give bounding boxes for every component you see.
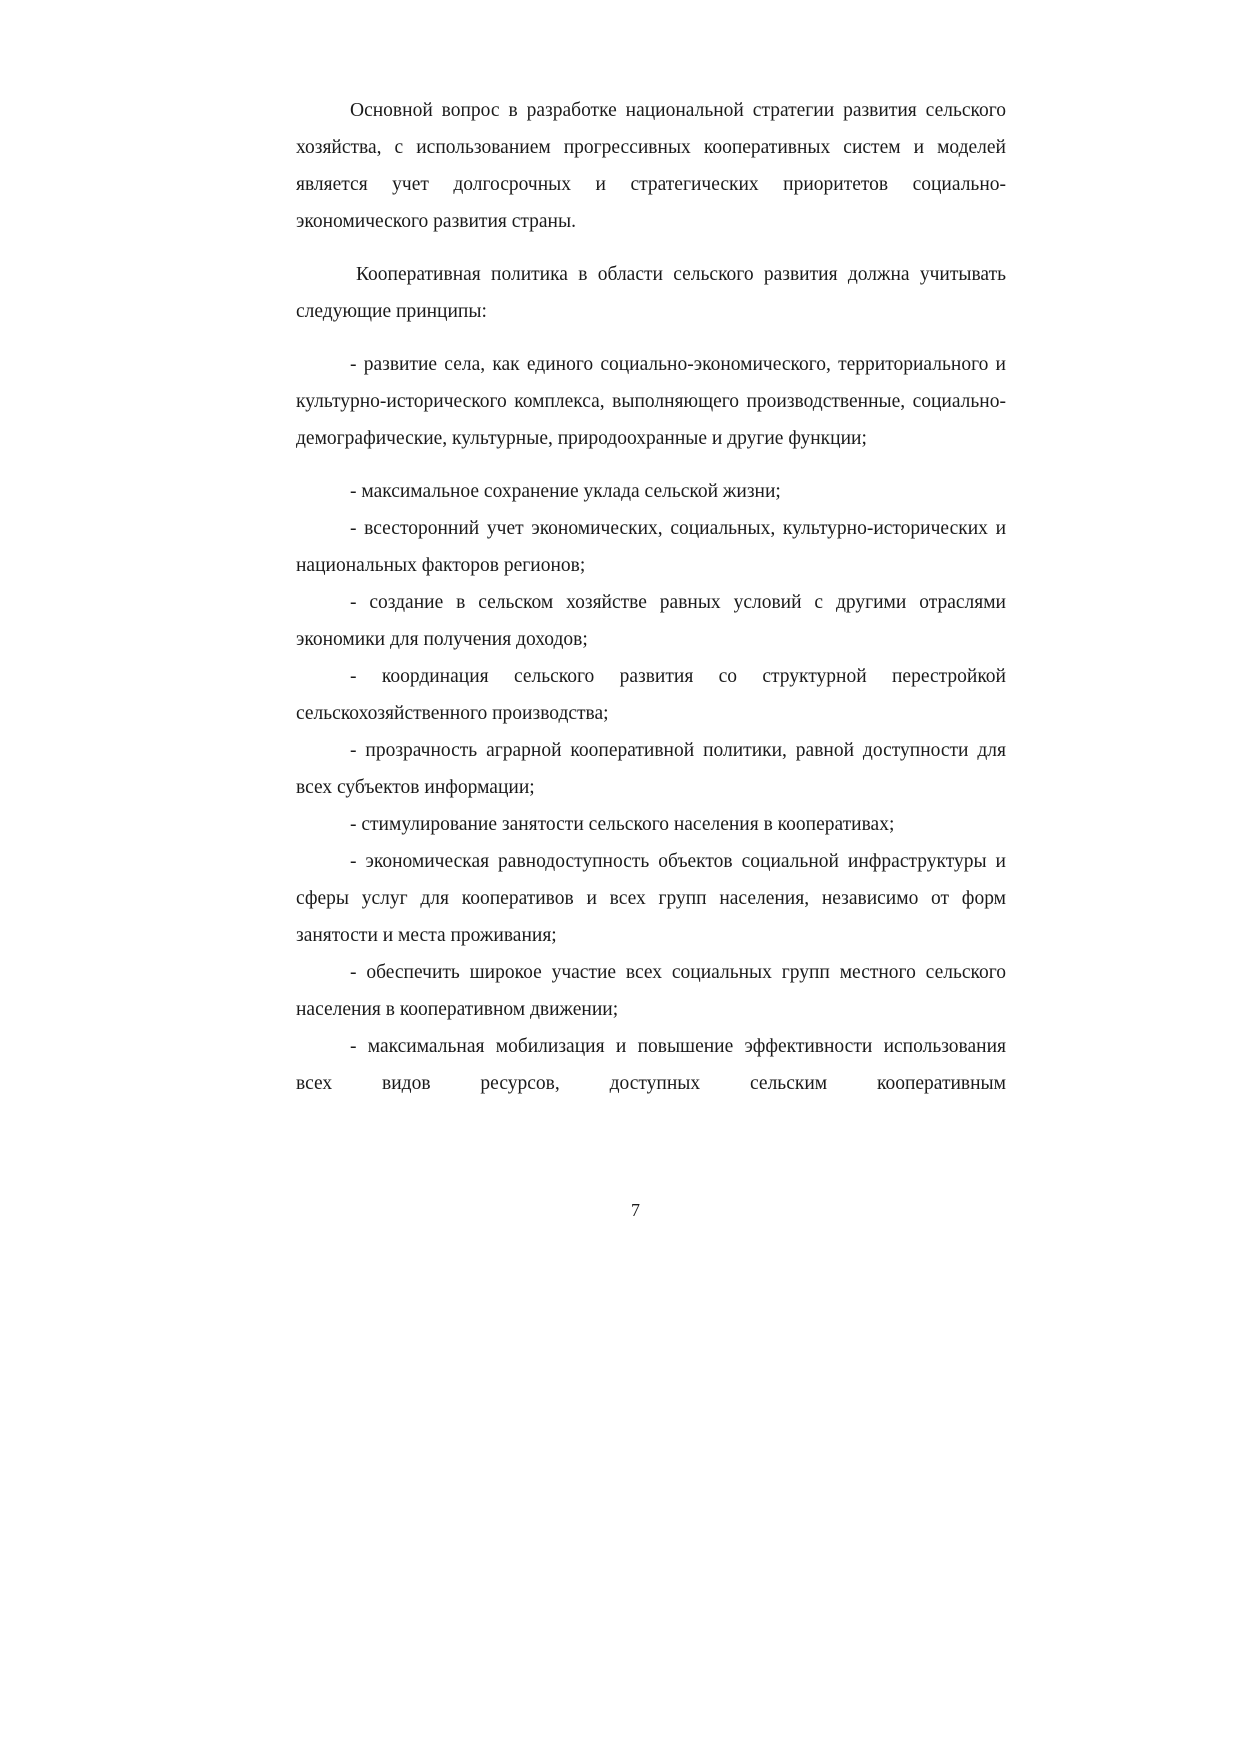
principle-item: - создание в сельском хозяйстве равных условий с другими отраслями экономики для получения доходов; xyxy=(296,592,1006,650)
principle-item: - прозрачность аграрной кооперативной политики, равной доступности для всех субъектов информации; xyxy=(296,740,1006,798)
principle-item: - стимулирование занятости сельского населения в кооперативах; xyxy=(350,814,895,835)
principle-item: - максимальное сохранение уклада сельской жизни; xyxy=(350,481,781,502)
principle-item: - координация сельского развития со структурной перестройкой сельскохозяйственного производства; xyxy=(296,666,1006,724)
principle-item: - экономическая равнодоступность объектов социальной инфраструктуры и сферы услуг для кооперативов и всех групп населения, независимо от форм занятости и места проживания; xyxy=(296,851,1006,946)
paragraph-intro: Основной вопрос в разработке национальной стратегии развития сельского хозяйства, с использованием прогрессивных кооперативных систем и моделей является учет долгосрочных и стратегических приоритетов социально-экономического развития страны. xyxy=(296,100,1006,232)
paragraph-principles-lead: Кооперативная политика в области сельского развития должна учитывать следующие принципы: xyxy=(296,264,1006,322)
principle-item: - обеспечить широкое участие всех социальных групп местного сельского населения в кооперативном движении; xyxy=(296,962,1006,1020)
page-number: 7 xyxy=(631,1200,640,1220)
principle-item: - всесторонний учет экономических, социальных, культурно-исторических и национальных факторов регионов; xyxy=(296,518,1006,576)
principle-item: - развитие села, как единого социально-экономического, территориального и культурно-исторического комплекса, выполняющего производственные, социально-демографические, культурные, природоохранные и другие функции; xyxy=(296,354,1006,449)
document-body xyxy=(296,92,1006,1102)
principle-item: - максимальная мобилизация и повышение эффективности использования всех видов ресурсов, доступных сельским кооперативным xyxy=(296,1036,1006,1094)
